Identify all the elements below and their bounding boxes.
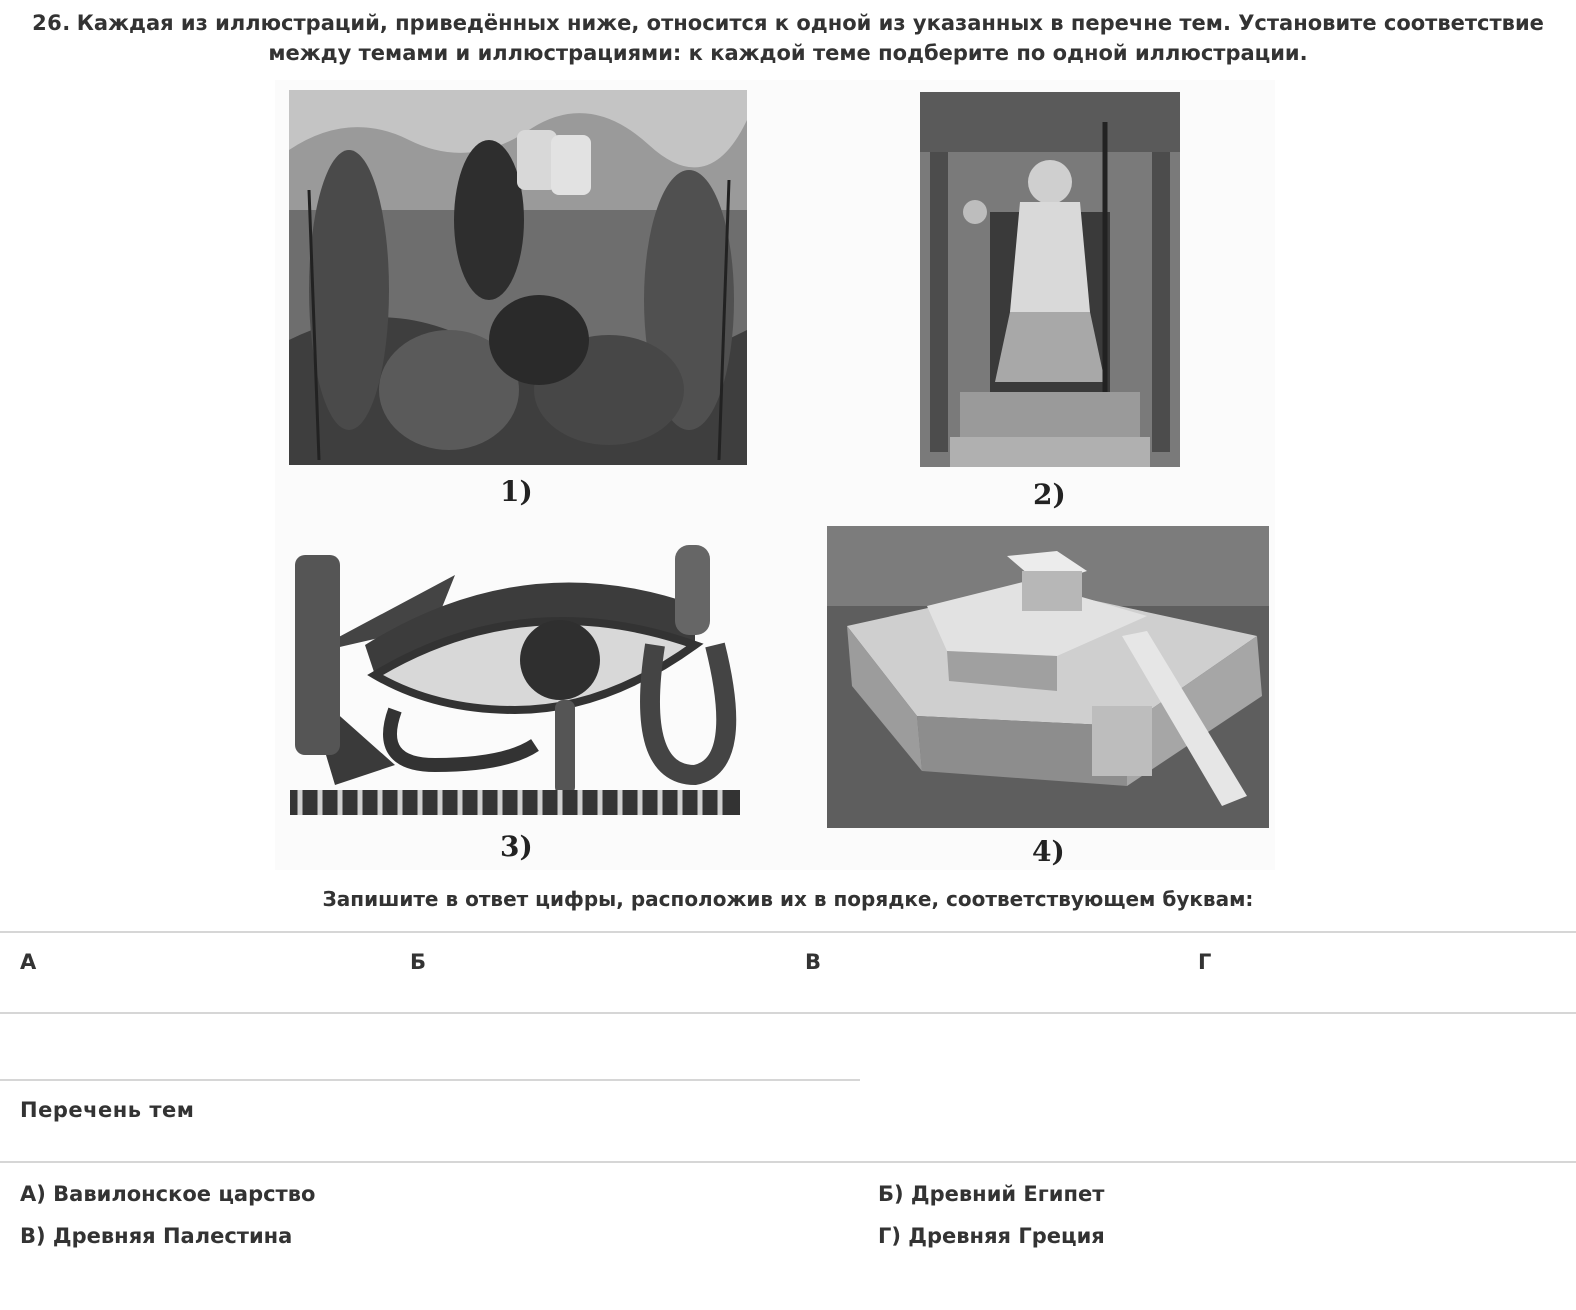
illustration-2: [920, 92, 1180, 467]
illustration-2-caption: 2): [1033, 478, 1066, 511]
illustration-4: [827, 526, 1269, 828]
engraving-zeus-statue-icon: [920, 92, 1180, 467]
answer-column-g: Г: [1198, 950, 1212, 974]
answer-instruction: Запишите в ответ цифры, расположив их в порядке, соответствующем буквам:: [322, 887, 1254, 911]
divider: [0, 1012, 1576, 1014]
illustration-panel: [275, 80, 1275, 870]
divider: [0, 931, 1576, 933]
engraving-moses-tablets-icon: [289, 90, 747, 465]
topic-item: Г) Древняя Греция: [878, 1224, 1105, 1248]
illustration-3-caption: 3): [500, 830, 533, 863]
topic-item: Б) Древний Египет: [878, 1182, 1105, 1206]
answer-column-b: Б: [410, 950, 427, 974]
illustration-1-caption: 1): [500, 475, 533, 508]
answer-column-a: А: [20, 950, 37, 974]
answer-column-v: В: [805, 950, 822, 974]
task-text: Каждая из иллюстраций, приведённых ниже, относится к одной из указанных в перечне тем. Установите соответствие между темами и иллюстрациями: к каждой теме подберите по одной иллюстрации.: [76, 11, 1544, 65]
divider: [0, 1079, 860, 1081]
illustration-4-caption: 4): [1032, 835, 1065, 868]
eye-of-horus-icon: [275, 535, 745, 820]
divider: [0, 1161, 1576, 1163]
illustration-1: [289, 90, 747, 465]
topics-list-title: Перечень тем: [20, 1098, 195, 1122]
task-header: [20, 8, 1556, 68]
topic-item: В) Древняя Палестина: [20, 1224, 293, 1248]
illustration-3: [275, 535, 745, 820]
ziggurat-icon: [827, 526, 1269, 828]
topic-item: А) Вавилонское царство: [20, 1182, 316, 1206]
task-number: 26.: [32, 11, 71, 35]
